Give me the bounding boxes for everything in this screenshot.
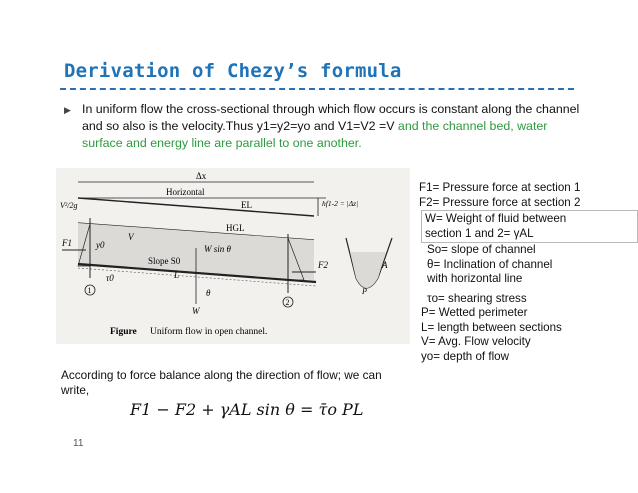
def-weight-box: [421, 210, 638, 243]
figure-caption-label: Figure: [110, 327, 137, 337]
bullet-text-highlight: and the channel bed, water surface and energy line are parallel to one another.: [82, 119, 548, 150]
def-depth: yo= depth of flow: [421, 349, 509, 363]
f2-label: F2: [318, 260, 328, 270]
slope-label: Slope S0: [148, 256, 181, 266]
weight-label: W: [192, 306, 200, 316]
force-balance-text: According to force balance along the direction of flow; we can write,: [61, 368, 382, 397]
perimeter-label: P: [362, 287, 367, 296]
def-velocity: V= Avg. Flow velocity: [421, 335, 531, 348]
title-divider: [60, 88, 574, 90]
v2g-label: V²/2g: [60, 201, 78, 210]
length-label: L: [174, 270, 180, 280]
definitions-list: [419, 181, 638, 364]
def-theta-line1: θ= Inclination of channel: [427, 257, 553, 271]
tau-label: τ0: [106, 273, 114, 283]
def-tau: τo= shearing stress: [427, 291, 527, 305]
uniform-flow-figure: [56, 168, 410, 344]
wsin-label: W sin θ: [204, 244, 231, 254]
bullet-text-main: In uniform flow the cross-sectional through which flow occurs is constant along the channel and so also is the velocity.Thus y1=y2=yo and V1=V2 =V: [82, 102, 580, 133]
def-f1: F1= Pressure force at section 1: [419, 181, 581, 194]
def-weight-line2: section 1 and 2= γAL: [425, 226, 534, 240]
page-number: 11: [73, 438, 84, 449]
bullet-point: [64, 101, 584, 152]
y0-label: y0: [96, 240, 105, 250]
area-label: A: [382, 260, 388, 270]
section-1-number: 1: [87, 286, 92, 295]
theta-label: θ: [206, 288, 211, 298]
bullet-text: [82, 101, 584, 152]
dx-label: Δx: [196, 171, 207, 181]
figure-caption: Uniform flow in open channel.: [150, 327, 268, 337]
el-label: EL: [241, 200, 252, 210]
hgl-label: HGL: [226, 223, 245, 233]
def-theta-line2: with horizontal line: [427, 272, 523, 285]
def-length: L= length between sections: [421, 320, 562, 334]
hf-label: hf1-2 = |Δz|: [322, 199, 359, 208]
slide-title: Derivation of Chezy’s formula: [64, 60, 402, 82]
horizontal-label: Horizontal: [166, 187, 205, 197]
triangle-bullet-icon: ▶: [64, 105, 71, 115]
def-perimeter: P= Wetted perimeter: [421, 306, 528, 319]
f1-label: F1: [62, 238, 72, 248]
def-slope: So= slope of channel: [427, 243, 536, 256]
velocity-label: V: [128, 232, 134, 242]
chezy-equation: F1 − F2 + γAL sin θ = τ̄o PL: [130, 400, 364, 419]
def-weight-line1: W= Weight of fluid between: [425, 212, 567, 225]
def-f2: F2= Pressure force at section 2: [419, 195, 581, 209]
section-2-number: 2: [285, 298, 290, 307]
